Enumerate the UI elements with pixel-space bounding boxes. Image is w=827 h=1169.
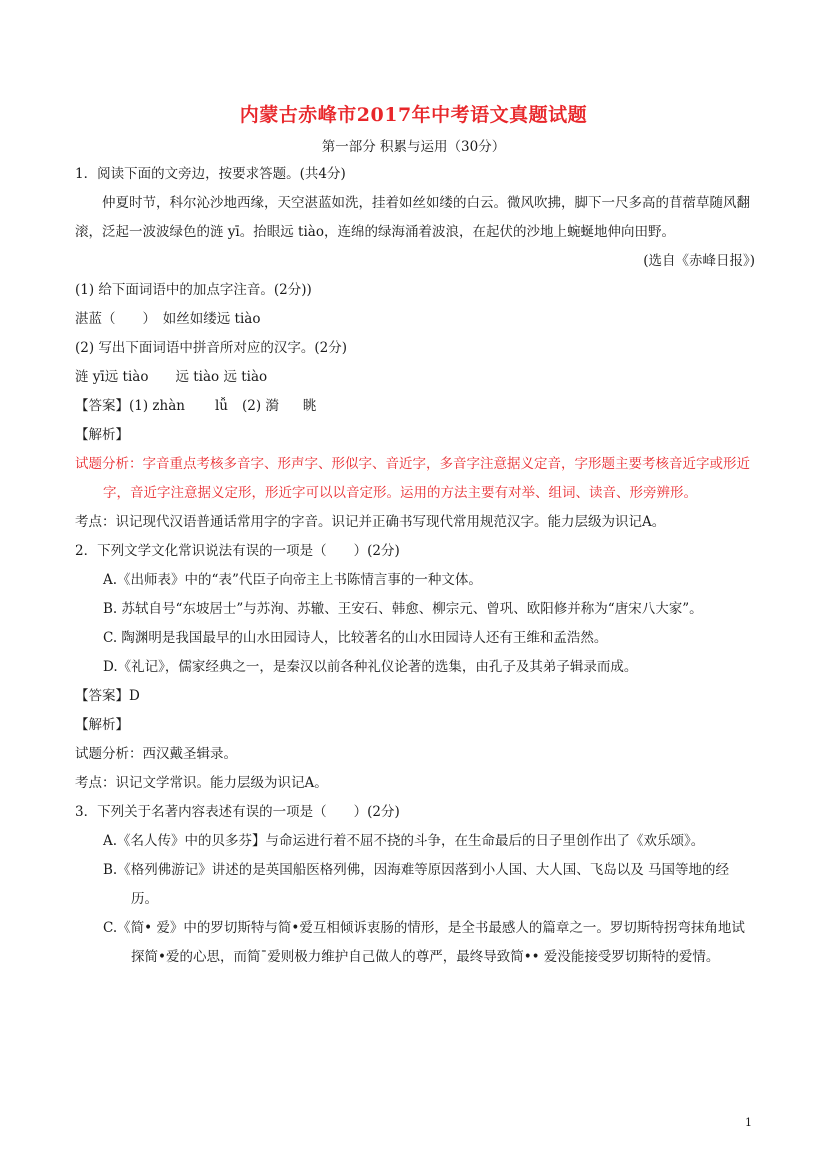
document-title: 内蒙古赤峰市2017年中考语文真题试题 [239,104,588,126]
question-2-option-c: C. 陶渊明是我国最早的山水田园诗人，比较著名的山水田园诗人还有王维和孟浩然。 [103,630,608,646]
document-body [75,160,755,972]
question-1-sub-2-items: 涟 yī远 tiào 远 tiào 远 tiào [75,369,268,385]
question-1-analysis: 试题分析：字音重点考核多音字、形声字、形似字、音近字，多音字注意据义定音，字形题主要考核音近字或形近字，音近字注意据义定形，形近字可以以音定形。运用的方法主要有对举、组词、读音、形旁辨形。 [75,456,750,501]
answer-part-b: lǚ [214,398,228,414]
question-3-option-b: B.《格列佛游记》讲述的是英国船医格列佛，因海难等原因落到小人国、大人国、飞岛以及 马国等地的经历。 [103,862,730,907]
question-1-point: 考点：识记现代汉语普通话常用字的字音。识记并正确书写现代常用规范汉字。能力层级为识记A。 [75,514,666,530]
question-1-passage: 仲夏时节，科尔沁沙地西缘，天空湛蓝如洗，挂着如丝如缕的白云。微风吹拂，脚下一尺多高的苜蓿草随风翻滚，泛起一波波绿色的涟 yī。抬眼远 tiào，连绵的绿海涌着波浪，在起伏的沙地上蜿蜒地伸向田野。 [75,195,750,240]
question-2-option-d: D.《礼记》，儒家经典之一，是秦汉以前各种礼仪论著的选集，由孔子及其弟子辑录而成。 [103,659,638,675]
question-1-analysis-label: 【解析】 [75,427,129,443]
question-1-stem: 1．阅读下面的文旁边，按要求答题。(共4分) [75,166,346,182]
question-3-option-c: C.《简• 爱》中的罗切斯特与简•爱互相倾诉衷肠的情形，是全书最感人的篇章之一。罗切斯特拐弯抹角地试探简•爱的心思，而简ˉ爱则极力维护自己做人的尊严，最终导致简•• 爱没能接受罗切斯特的爱情。 [103,920,745,965]
question-2-analysis-label: 【解析】 [75,717,129,733]
section-heading: 第一部分 积累与运用（30分） [321,139,506,155]
question-1-sub-1: (1) 给下面词语中的加点字注音。(2分)) [75,282,312,298]
question-2-stem: 2．下列文学文化常识说法有误的一项是（ ）(2分) [75,543,400,559]
question-3-stem: 3．下列关于名著内容表述有误的一项是（ ）(2分) [75,804,400,820]
answer-part-a: (1) zhàn [129,398,185,414]
question-2-option-b: B. 苏轼自号“东坡居士”与苏洵、苏辙、王安石、韩愈、柳宗元、曾巩、欧阳修并称为“唐宋八大家”。 [103,601,703,617]
question-2-point: 考点：识记文学常识。能力层级为识记A。 [75,775,328,791]
answer-part-c: (2) 漪 [241,398,279,414]
question-1-sub-2: (2) 写出下面词语中拼音所对应的汉字。(2分) [75,340,348,356]
question-3-option-a: A.《名人传》中的贝多芬】与命运进行着不屈不挠的斗争，在生命最后的日子里创作出了《欢乐颂》。 [103,833,705,849]
question-2-analysis: 试题分析：西汉戴圣辑录。 [75,746,237,762]
passage-source: (选自《赤峰日报》) [643,253,755,269]
answer-part-d: 眺 [302,398,317,414]
page-number: 1 [745,1116,752,1129]
question-2-answer: 【答案】D [75,688,140,704]
answer-label: 【答案】 [75,398,129,414]
question-2-option-a: A.《出师表》中的“表”代臣子向帝主上书陈情言事的一种文体。 [103,572,482,588]
question-1-sub-1-items: 湛蓝（ ） 如丝如缕远 tiào [75,311,261,327]
question-1-answer [75,392,755,421]
